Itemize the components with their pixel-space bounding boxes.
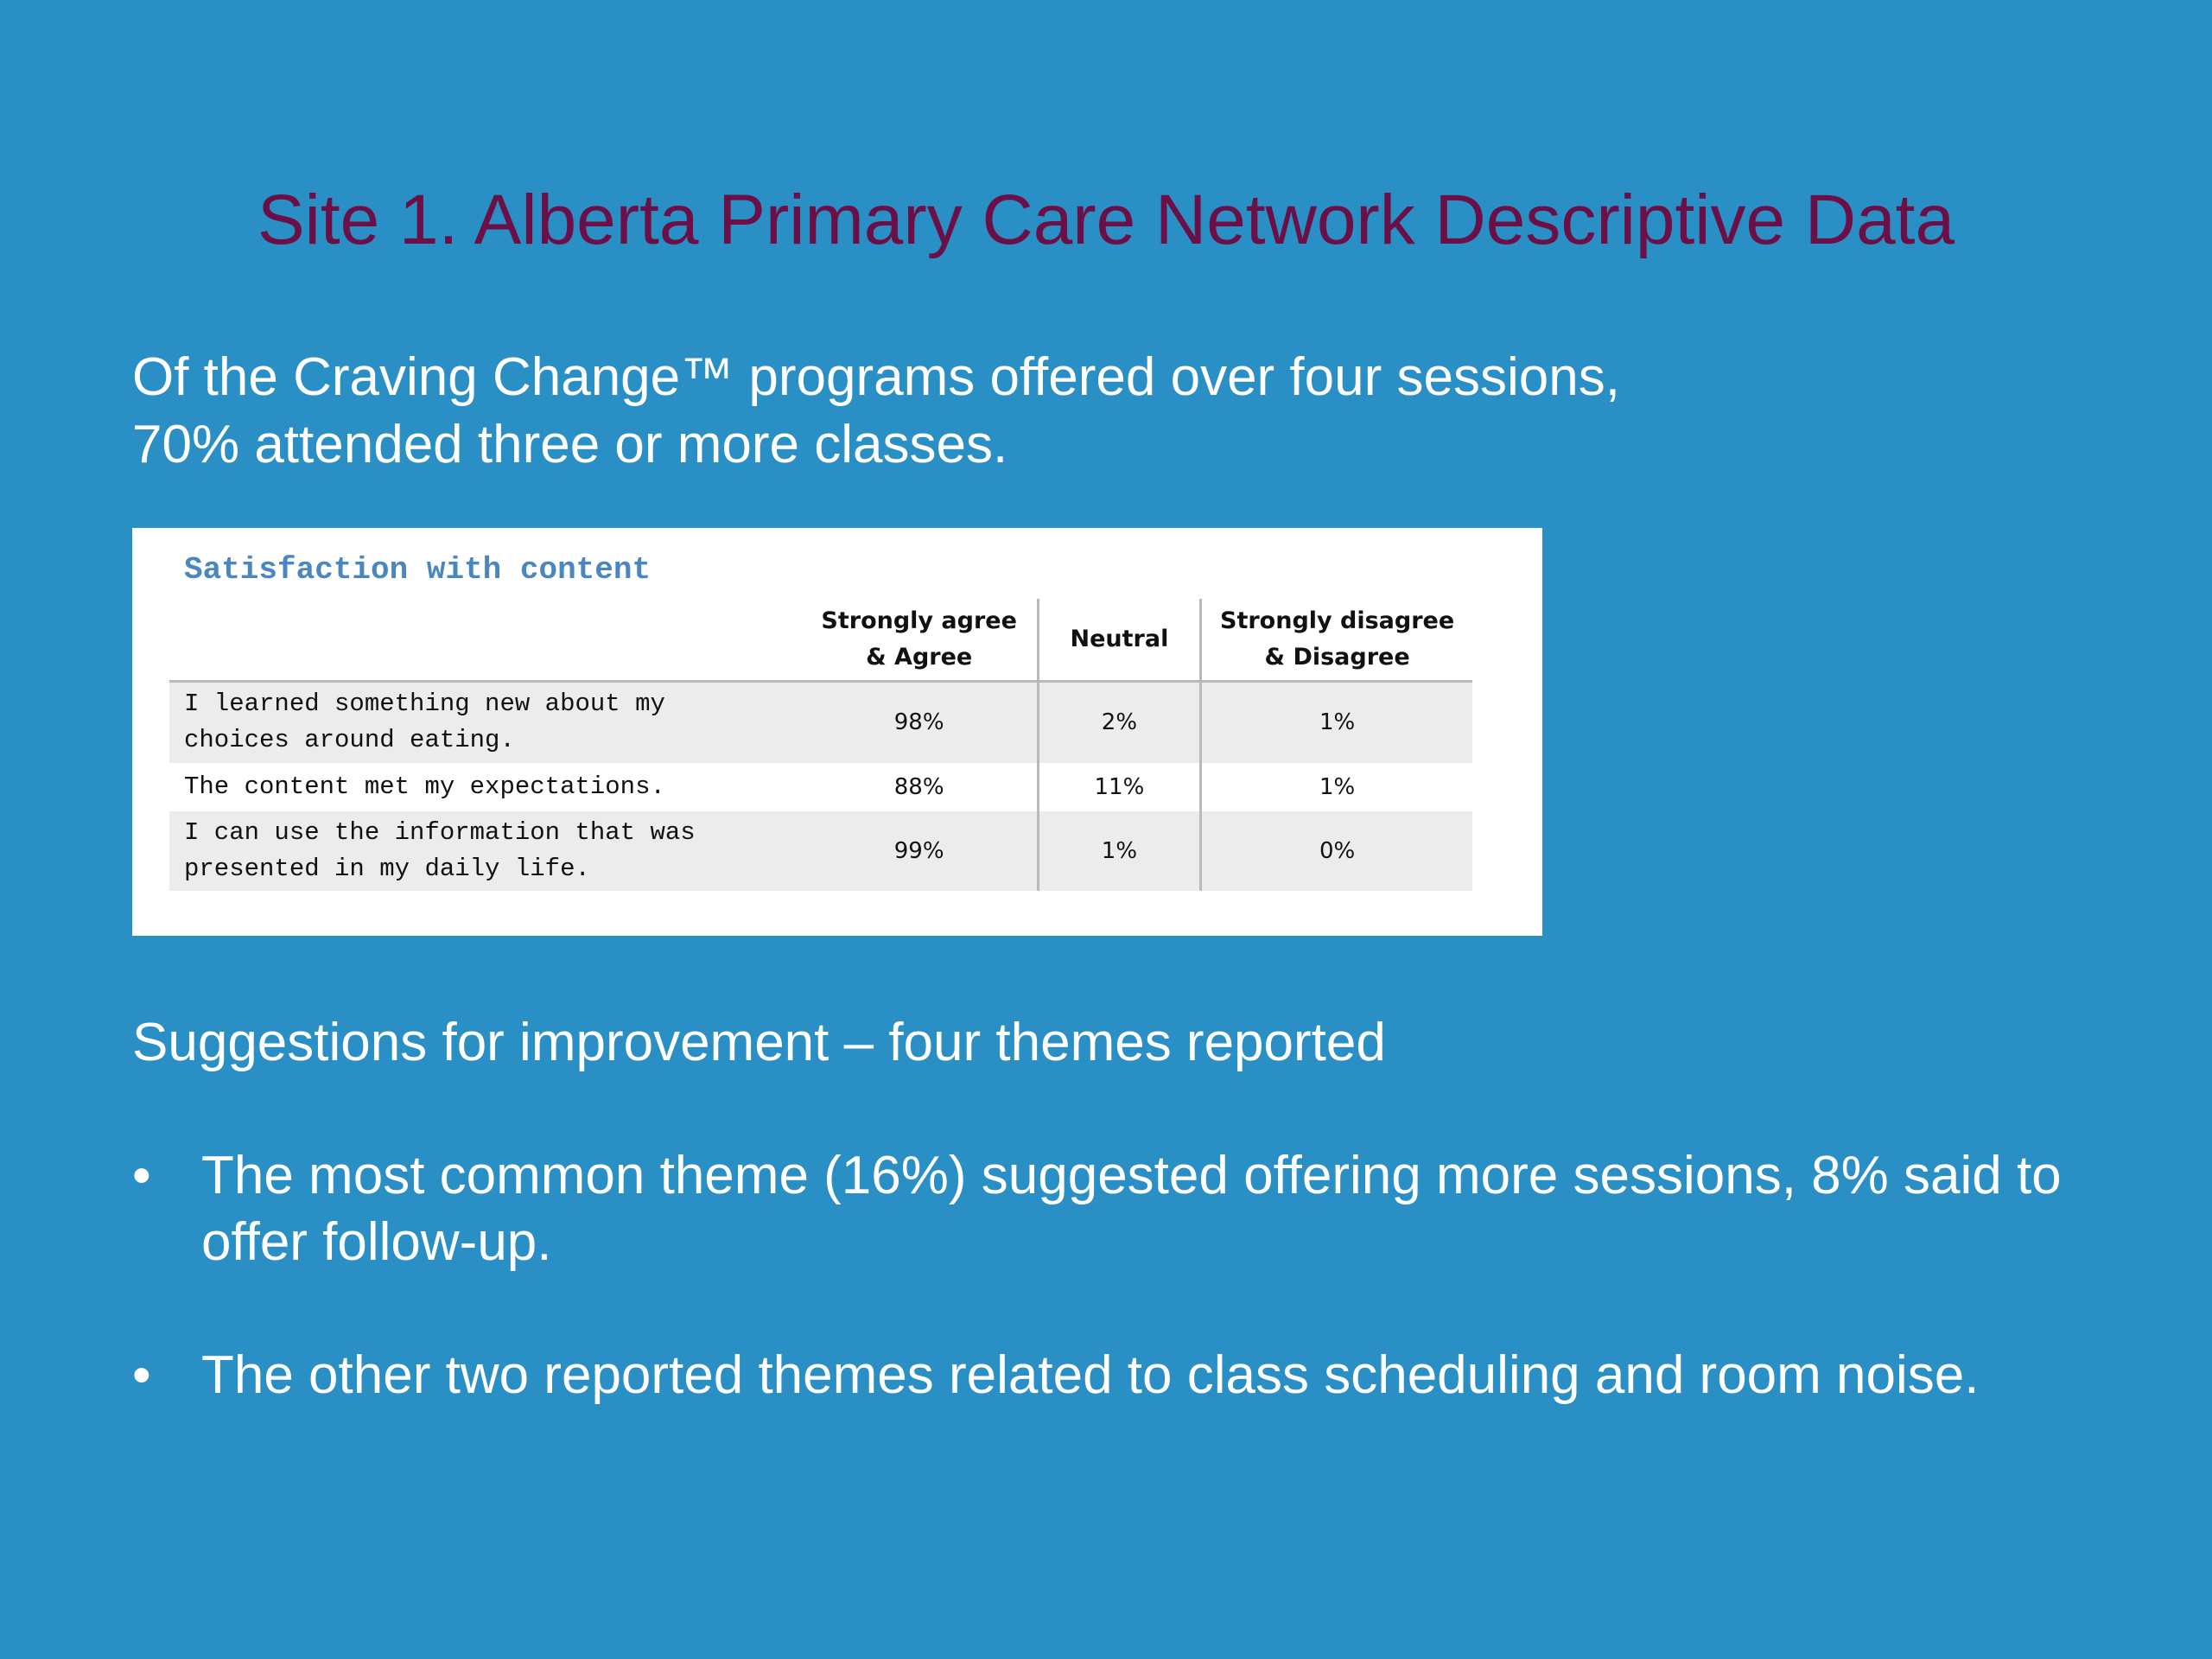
row-disagree-value: 0% xyxy=(1201,811,1472,891)
bullet-text: The most common theme (16%) suggested offering more sessions, 8% said to offer follow-up. xyxy=(201,1146,2062,1272)
row-statement: I can use the information that was presented in my daily life. xyxy=(184,817,696,883)
header-disagree: Strongly disagree & Disagree xyxy=(1201,599,1472,682)
suggestions-heading: Suggestions for improvement – four themes reported xyxy=(132,1013,1386,1072)
intro-line-1: Of the Craving Change™ programs offered over four sessions, xyxy=(132,347,1620,407)
row-agree-value: 88% xyxy=(893,773,944,800)
header-agree: Strongly agree & Agree xyxy=(821,607,1017,671)
row-agree-value: 98% xyxy=(893,709,944,736)
row-neutral-value: 1% xyxy=(1038,811,1201,891)
row-neutral-value: 11% xyxy=(1038,763,1201,811)
row-statement: I learned something new about my choices around eating. xyxy=(184,690,665,755)
bullet-icon: • xyxy=(132,1345,151,1405)
table-row xyxy=(169,811,1472,891)
row-disagree-value: 1% xyxy=(1201,682,1472,763)
bullet-text: The other two reported themes related to class scheduling and room noise. xyxy=(201,1345,1980,1405)
row-agree-value: 99% xyxy=(893,837,944,864)
suggestions-list xyxy=(132,1142,2120,1408)
satisfaction-table xyxy=(169,599,1472,891)
row-neutral-value: 2% xyxy=(1038,682,1201,763)
bullet-icon: • xyxy=(132,1146,151,1205)
table-row xyxy=(169,682,1472,763)
header-neutral: Neutral xyxy=(1038,599,1201,682)
intro-text xyxy=(132,344,2033,479)
list-item xyxy=(132,1342,2120,1408)
row-disagree-value: 1% xyxy=(1201,763,1472,811)
slide-title: Site 1. Alberta Primary Care Network Descriptive Data xyxy=(257,181,1955,259)
table-header-row xyxy=(169,599,1472,682)
intro-line-2: 70% attended three or more classes. xyxy=(132,415,1008,474)
header-statement xyxy=(169,599,802,682)
satisfaction-table-panel xyxy=(132,528,1542,936)
row-statement: The content met my expectations. xyxy=(184,772,665,801)
table-title: Satisfaction with content xyxy=(184,552,652,588)
list-item xyxy=(132,1142,2102,1275)
table-row xyxy=(169,763,1472,811)
